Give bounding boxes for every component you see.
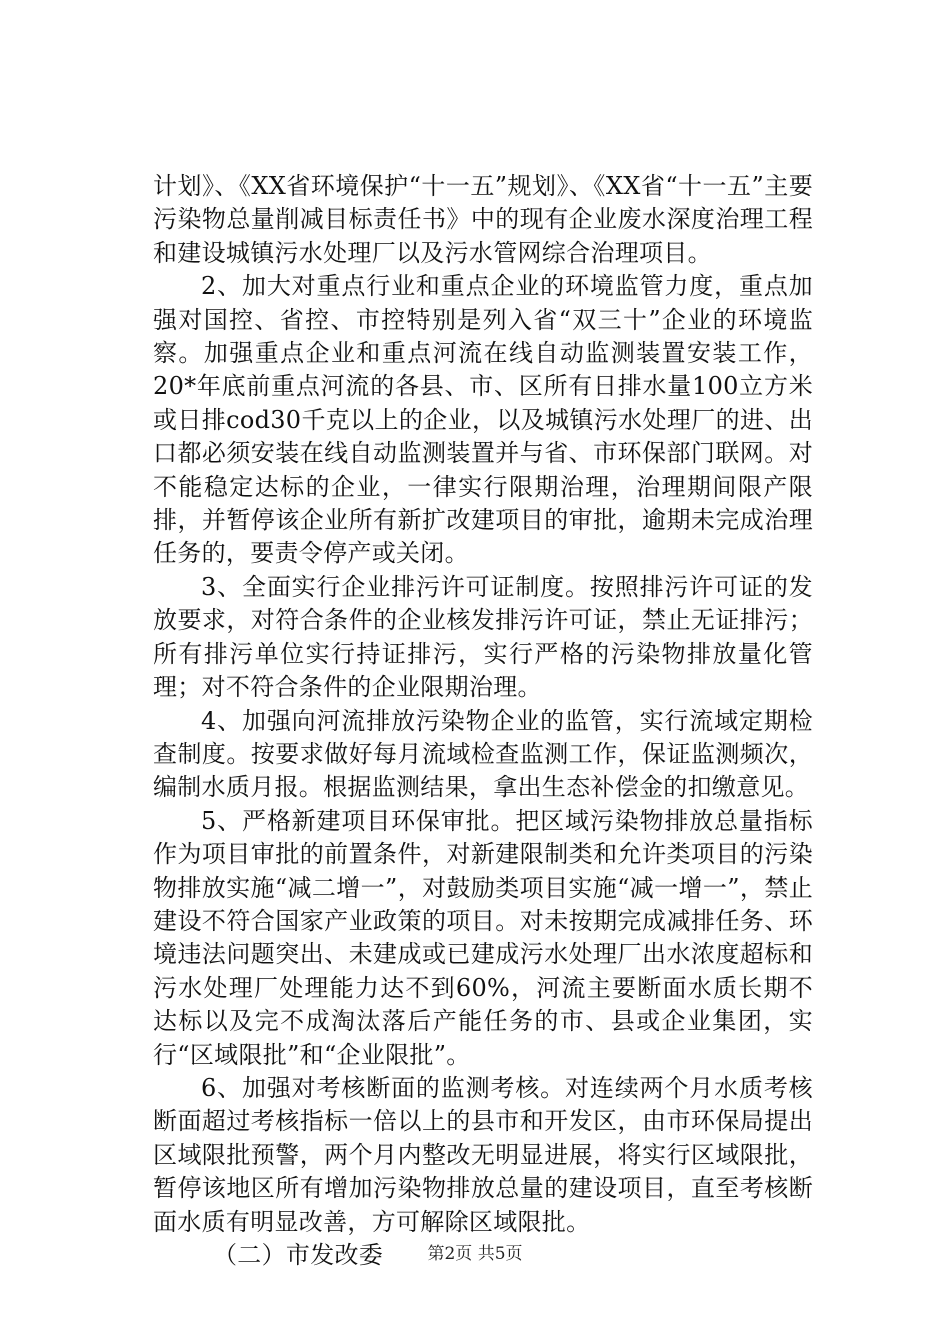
page-footer	[0, 1243, 950, 1265]
document-body	[153, 170, 813, 1272]
paragraph-item-4: 4、加强向河流排放污染物企业的监管，实行流域定期检查制度。按要求做好每月流域检查监测工作，保证监测频次，编制水质月报。根据监测结果，拿出生态补偿金的扣缴意见。	[153, 706, 813, 802]
paragraph-item-5: 5、严格新建项目环保审批。把区域污染物排放总量指标作为项目审批的前置条件，对新建限制类和允许类项目的污染物排放实施“减二增一”，对鼓励类项目实施“减一增一”，禁止建设不符合国家产业政策的项目。对未按期完成减排任务、环境违法问题突出、未建成或已建成污水处理厂出水浓度超标和污水处理厂处理能力达不到60%，河流主要断面水质长期不达标以及完不成淘汰落后产能任务的市、县或企业集团，实行“区域限批”和“企业限批”。	[153, 806, 813, 1069]
section-heading: （二）市发改委	[213, 1241, 384, 1269]
paragraph-item-2: 2、加大对重点行业和重点企业的环境监管力度，重点加强对国控、省控、市控特别是列入省“双三十”企业的环境监察。加强重点企业和重点河流在线自动监测装置安装工作，20*年底前重点河流的各县、市、区所有日排水量100立方米或日排cod30千克以上的企业，以及城镇污水处理厂的进、出口都必须安装在线自动监测装置并与省、市环保部门联网。对不能稳定达标的企业，一律实行限期治理，治理期间限产限排，并暂停该企业所有新扩改建项目的审批，逾期未完成治理任务的，要责令停产或关闭。	[153, 272, 813, 568]
paragraph-item-3: 3、全面实行企业排污许可证制度。按照排污许可证的发放要求，对符合条件的企业核发排污许可证，禁止无证排污；所有排污单位实行持证排污，实行严格的污染物排放量化管理；对不符合条件的企业限期治理。	[153, 572, 813, 702]
paragraph-item-6: 6、加强对考核断面的监测考核。对连续两个月水质考核断面超过考核指标一倍以上的县市和开发区，由市环保局提出区域限批预警，两个月内整改无明显进展，将实行区域限批，暂停该地区所有增加污染物排放总量的建设项目，直至考核断面水质有明显改善，方可解除区域限批。	[153, 1073, 813, 1236]
page-number-label: 第2页 共5页	[427, 1244, 523, 1264]
paragraph-continuation: 计划》、《XX省环境保护“十一五”规划》、《XX省“十一五”主要污染物总量削减目标责任书》中的现有企业废水深度治理工程和建设城镇污水处理厂以及污水管网综合治理项目。	[153, 172, 813, 267]
